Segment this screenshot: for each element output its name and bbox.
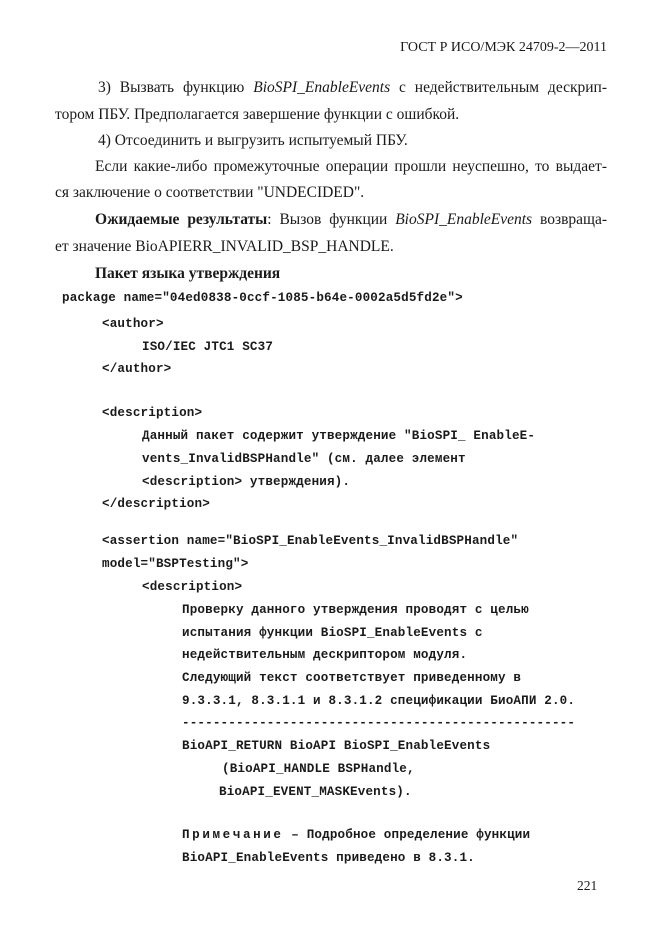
fail-note-line-2: ся заключение о соответствии "UNDECIDED". <box>55 184 365 201</box>
code-line: model="BSPTesting"> <box>102 557 249 571</box>
note-text: – Подробное определение функции <box>283 828 531 842</box>
code-line: <description> <box>102 406 203 420</box>
code-line: </author> <box>102 362 172 376</box>
expected-results-line-2: ет значение BioAPIERR_INVALID_BSP_HANDLE. <box>55 238 394 255</box>
code-line: ISO/IEC JTC1 SC37 <box>142 340 274 354</box>
step-3-prefix: 3) Вызвать функцию <box>98 79 254 96</box>
code-line: Проверку данного утверждения проводят с целью <box>182 603 529 617</box>
code-note-line-1 <box>182 829 530 842</box>
code-line: </description> <box>102 497 210 511</box>
step-4: 4) Отсоединить и выгрузить испытуемый ПБУ. <box>98 132 408 149</box>
code-line: <author> <box>102 317 164 331</box>
code-line: <assertion name="BioSPI_EnableEvents_InvalidBSPHandle" <box>102 534 519 548</box>
page-number: 221 <box>577 878 598 893</box>
code-line: 9.3.3.1, 8.3.1.1 и 8.3.1.2 спецификации БиоАПИ 2.0. <box>182 694 576 708</box>
code-note-line-2: BioAPI_EnableEvents приведено в 8.3.1. <box>182 851 475 865</box>
expected-results-function-name: BioSPI_EnableEvents <box>395 211 533 228</box>
expected-results-suffix: возвраща- <box>532 211 607 228</box>
code-line: BioAPI_EVENT_MASKEvents). <box>219 785 412 799</box>
code-line: package name="04ed0838-0ccf-1085-b64e-0002a5d5fd2e"> <box>62 291 463 305</box>
code-line: недействительным дескриптором модуля. <box>182 648 468 662</box>
code-line: <description> утверждения). <box>142 475 351 489</box>
expected-results-label: Ожидаемые результаты <box>95 211 268 228</box>
code-line: (BioAPI_HANDLE BSPHandle, <box>222 762 415 776</box>
note-label: Примечание <box>182 828 284 842</box>
fail-note-line-1: Если какие-либо промежуточные операции прошли неуспешно, то выдает- <box>95 158 607 175</box>
code-line: Данный пакет содержит утверждение "BioSPI_ EnableE- <box>142 429 536 443</box>
package-heading: Пакет языка утверждения <box>95 265 281 282</box>
step-3-line-2: тором ПБУ. Предполагается завершение функции с ошибкой. <box>55 106 460 123</box>
code-line: <description> <box>142 580 243 594</box>
expected-results-mid: : Вызов функции <box>267 211 396 228</box>
code-line: испытания функции BioSPI_EnableEvents с <box>182 626 483 640</box>
step-3-function-name: BioSPI_EnableEvents <box>253 79 391 96</box>
code-line: vents_InvalidBSPHandle" (см. далее элемент <box>142 452 466 466</box>
expected-results-line-1 <box>95 212 607 228</box>
step-3-suffix: с недействительным дескрип- <box>390 79 607 96</box>
code-separator: --------------------------------------------------- <box>182 716 576 730</box>
step-3-line-1 <box>98 80 607 96</box>
code-line: Следующий текст соответствует приведенному в <box>182 671 522 685</box>
code-line: BioAPI_RETURN BioAPI BioSPI_EnableEvents <box>182 739 491 753</box>
running-header: ГОСТ Р ИСО/МЭК 24709-2—2011 <box>400 40 607 55</box>
